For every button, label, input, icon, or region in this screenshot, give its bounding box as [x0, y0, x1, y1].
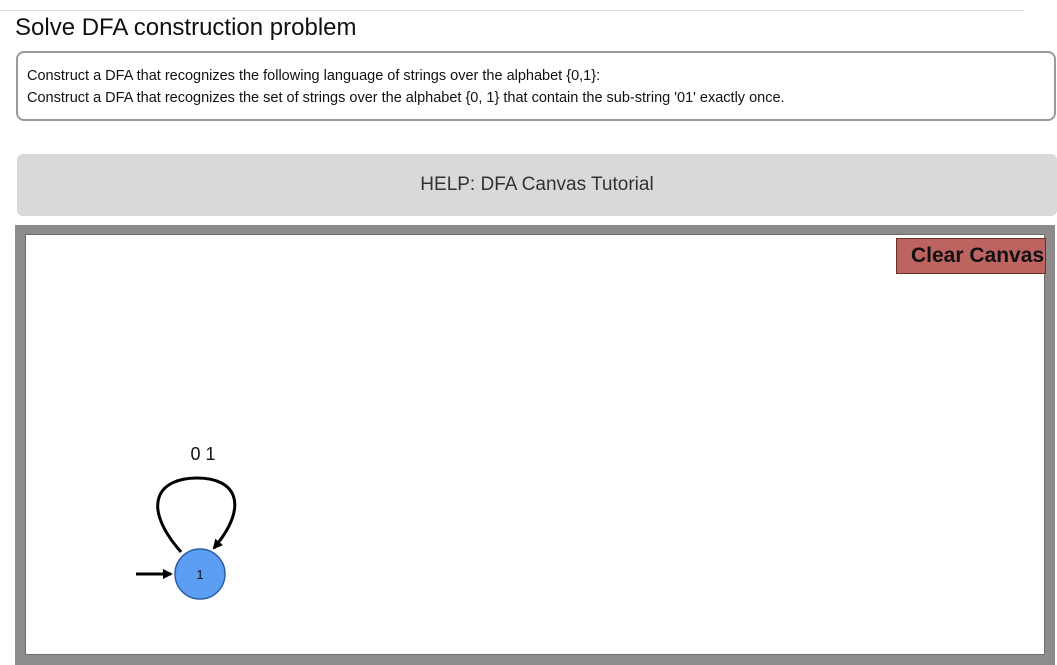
clear-canvas-button[interactable]: Clear Canvas: [896, 238, 1046, 274]
self-loop-label[interactable]: 0 1: [190, 444, 216, 464]
state-label: 1: [196, 567, 204, 582]
page-title: Solve DFA construction problem: [15, 14, 357, 41]
self-loop-transition[interactable]: [158, 478, 235, 552]
problem-line-1: Construct a DFA that recognizes the following language of strings over the alphabet {0,1}:: [27, 68, 601, 84]
help-tutorial-button[interactable]: HELP: DFA Canvas Tutorial: [17, 154, 1057, 216]
problem-line-2: Construct a DFA that recognizes the set of strings over the alphabet {0, 1} that contain the sub-string '01' exactly once.: [27, 90, 785, 106]
